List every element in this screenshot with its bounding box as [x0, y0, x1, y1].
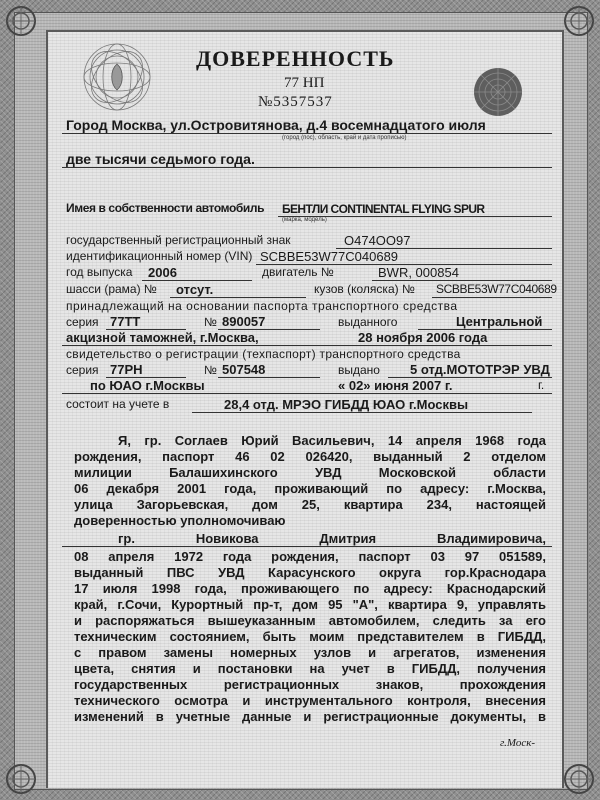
year-label: год выпуска [66, 265, 133, 279]
place-date-line: Город Москва, ул.Островитянова, д.4 восемнадцатого июля [66, 117, 486, 133]
pts-series-label: серия [66, 315, 99, 329]
pts-series: 77ТТ [110, 314, 141, 329]
year-suffix: г. [538, 378, 545, 392]
underline [62, 133, 552, 134]
body-line: милиции Балашихинского УВД Московской области [74, 465, 546, 480]
body-label: кузов (коляска) № [314, 282, 415, 296]
cert-issued-label: выдано [338, 363, 380, 377]
body-line: улица Загорьевская, дом 25, квартира 234, настоящей [74, 497, 546, 512]
cert-series-label: серия [66, 363, 99, 377]
cert-series: 77РН [110, 362, 143, 377]
body-line: технического осмотра и инструментального контроля, внесения [74, 693, 546, 708]
body-line: и распоряжаться вышеуказанным автомобилем, следить за его [74, 613, 546, 628]
body-line: выданный ПВС УВД Карасунского округа гор.Краснодара [74, 565, 546, 580]
underline [372, 280, 552, 281]
underline [62, 393, 552, 394]
pts-issuer-a: Центральной [456, 314, 543, 329]
cert-issuer-a: 5 отд.МОТОТРЭР УВД [410, 362, 550, 377]
registered-value: 28,4 отд. МРЭО ГИБДД ЮАО г.Москвы [224, 397, 469, 412]
guilloche-rosette-icon [80, 40, 154, 114]
year-value: 2006 [148, 265, 177, 280]
cert-number: 507548 [222, 362, 266, 377]
engine-label: двигатель № [262, 265, 334, 279]
pts-no-label: № [204, 315, 217, 329]
underline [218, 377, 320, 378]
pts-issuer-b: акцизной таможней, г.Москва, [66, 330, 259, 345]
underline [192, 412, 532, 413]
underline [62, 345, 552, 346]
body-line: 06 декабря 2001 года, проживающий по адресу: г.Москва, [74, 481, 546, 496]
ornament-corner-icon [4, 4, 38, 38]
cert-label: свидетельство о регистрации (техпаспорт) транспортного средства [66, 347, 461, 361]
underline [62, 546, 552, 547]
date-line: две тысячи седьмого года. [66, 151, 255, 167]
vin-value: SCBBE53W77C040689 [260, 249, 399, 264]
body-line: цвета, снятия и постановки на учет в ГИБДД, получения [74, 661, 546, 676]
continuation-mark: г.Моск- [500, 737, 536, 749]
ornament-corner-icon [4, 762, 38, 796]
cert-date: « 02» июня 2007 г. [338, 378, 453, 393]
form-series: 77 НП [284, 75, 325, 91]
underline [432, 297, 552, 298]
body-line: Я, гр. Соглаев Юрий Васильевич, 14 апреля 1968 года [118, 433, 546, 448]
reg-value: О474ОО97 [344, 233, 411, 248]
chassis-value: отсут. [176, 282, 214, 297]
owner-label: Имея в собственности автомобиль [66, 201, 265, 215]
body-line: гр. Новикова Дмитрия Владимировича, [118, 531, 546, 546]
underline [142, 280, 252, 281]
pts-date: 28 ноября 2006 года [358, 330, 488, 345]
body-line: с правом замены номерных узлов и агрегатов, изменения [74, 645, 546, 660]
body-line: 08 апреля 1972 года рождения, паспорт 03 97 051589, [74, 549, 546, 564]
body-line: изменений в учетные данные и регистрационные документы, в [74, 709, 546, 724]
engine-value: BWR, 000854 [378, 265, 459, 280]
pts-number: 890057 [222, 314, 266, 329]
document-title: ДОВЕРЕННОСТЬ [196, 46, 395, 71]
chassis-label: шасси (рама) № [66, 282, 157, 296]
ornament-corner-icon [562, 4, 596, 38]
vehicle-brand: БЕНТЛИ CONTINENTAL FLYING SPUR [282, 202, 485, 216]
guilloche-seal-icon [472, 66, 524, 118]
body-line: государственных регистрационных знаков, прохождения [74, 677, 546, 692]
vin-label: идентификационный номер (VIN) [66, 249, 253, 263]
registered-label: состоит на учете в [66, 397, 170, 411]
body-line: 17 июля 1998 года, проживающего по адресу: Краснодарский [74, 581, 546, 596]
body-line: рождения, паспорт 46 02 026420, выданный 2 отделом [74, 449, 546, 464]
form-number: №5357537 [258, 94, 333, 110]
body-line: доверенностью уполномочиваю [74, 513, 286, 528]
pts-issued-label: выданного [338, 315, 398, 329]
underline [62, 167, 552, 168]
brand-hint: (марка, модель) [282, 217, 327, 223]
cert-no-label: № [204, 363, 217, 377]
ornament-corner-icon [562, 762, 596, 796]
underline [170, 297, 306, 298]
place-date-hint: (город (пос), область, край и дата прописью) [282, 135, 407, 141]
cert-issuer-b: по ЮАО г.Москвы [90, 378, 205, 393]
body-line: техническим состоянием, быть моим представителем в ГИБДД, [74, 629, 546, 644]
body-value: SCBBE53W77C040689 [436, 282, 557, 296]
reg-label: государственный регистрационный знак [66, 233, 291, 247]
body-line: край, г.Сочи, Курортный пр-т, дом 95 "А", квартира 9, управлять [74, 597, 546, 612]
passport-basis: принадлежащий на основании паспорта транспортного средства [66, 299, 458, 313]
